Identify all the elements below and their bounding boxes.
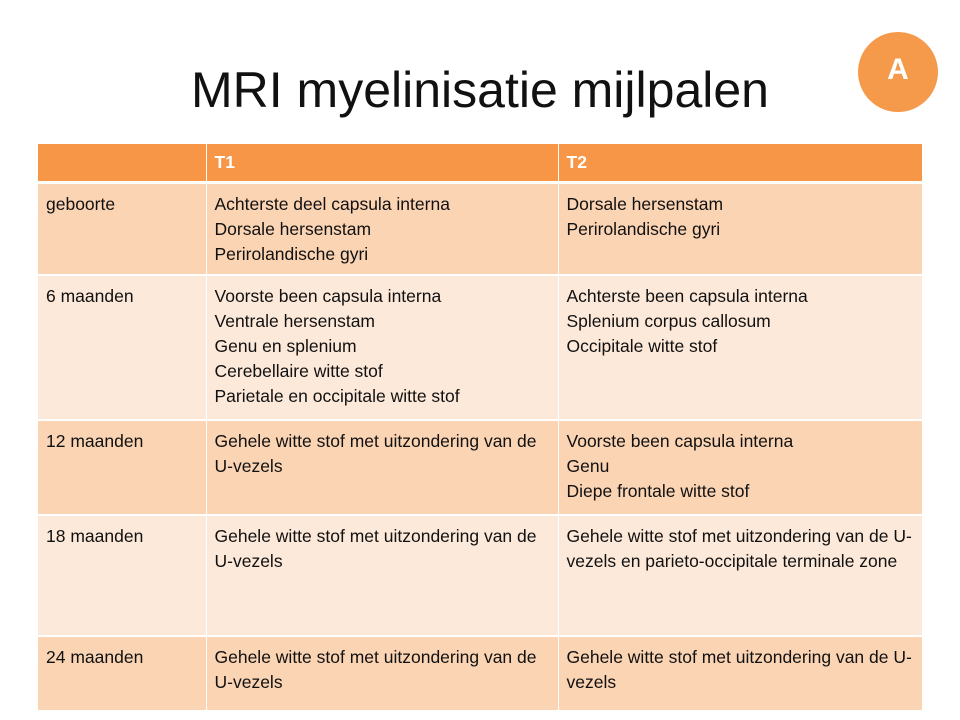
- age-cell: geboorte: [38, 183, 206, 276]
- t2-cell: [558, 420, 922, 515]
- table-row: [38, 636, 922, 711]
- t1-item: Cerebellaire witte stof: [214, 361, 383, 381]
- age-cell: 6 maanden: [38, 275, 206, 420]
- age-cell: 12 maanden: [38, 420, 206, 515]
- age-cell: 18 maanden: [38, 515, 206, 636]
- t2-item: Achterste been capsula interna: [566, 286, 808, 306]
- t1-cell: [206, 275, 558, 420]
- t2-item: Gehele witte stof met uitzondering van de U-vezels: [566, 647, 912, 692]
- myelination-table: [38, 144, 922, 712]
- myelination-table-container: [38, 144, 922, 712]
- section-badge: A: [858, 32, 938, 112]
- t1-item: Gehele witte stof met uitzondering van de U-vezels: [214, 431, 537, 476]
- t2-item: Splenium corpus callosum: [566, 311, 771, 331]
- table-header-row: [38, 144, 922, 183]
- t1-cell: [206, 636, 558, 711]
- t1-item: Voorste been capsula interna: [214, 286, 442, 306]
- t2-item: Perirolandische gyri: [566, 219, 721, 239]
- t1-item: Gehele witte stof met uitzondering van de U-vezels: [214, 526, 537, 571]
- t1-item: Ventrale hersenstam: [214, 311, 376, 331]
- t1-item: Gehele witte stof met uitzondering van de U-vezels: [214, 647, 537, 692]
- t2-cell: [558, 183, 922, 276]
- age-cell: 24 maanden: [38, 636, 206, 711]
- table-row: [38, 420, 922, 515]
- t1-item: Dorsale hersenstam: [214, 219, 372, 239]
- t1-cell: [206, 420, 558, 515]
- table-row: [38, 275, 922, 420]
- t1-item: Perirolandische gyri: [214, 244, 369, 264]
- t2-item: Gehele witte stof met uitzondering van de U-vezels en parieto-occipitale terminale zone: [566, 526, 912, 571]
- t1-item: Achterste deel capsula interna: [214, 194, 450, 214]
- header-t2: T2: [558, 144, 922, 183]
- t2-item: Diepe frontale witte stof: [566, 481, 750, 501]
- table-row: [38, 183, 922, 276]
- t1-item: Parietale en occipitale witte stof: [214, 386, 460, 406]
- t1-cell: [206, 183, 558, 276]
- t2-cell: [558, 636, 922, 711]
- t2-cell: [558, 275, 922, 420]
- table-row: [38, 515, 922, 636]
- t2-item: Genu: [566, 456, 610, 476]
- t1-item: Genu en splenium: [214, 336, 357, 356]
- t2-item: Occipitale witte stof: [566, 336, 718, 356]
- t2-cell: [558, 515, 922, 636]
- header-age: [38, 144, 206, 183]
- header-t1: T1: [206, 144, 558, 183]
- t1-cell: [206, 515, 558, 636]
- t2-item: Dorsale hersenstam: [566, 194, 724, 214]
- slide-title: MRI myelinisatie mijlpalen: [191, 62, 769, 118]
- t2-item: Voorste been capsula interna: [566, 431, 794, 451]
